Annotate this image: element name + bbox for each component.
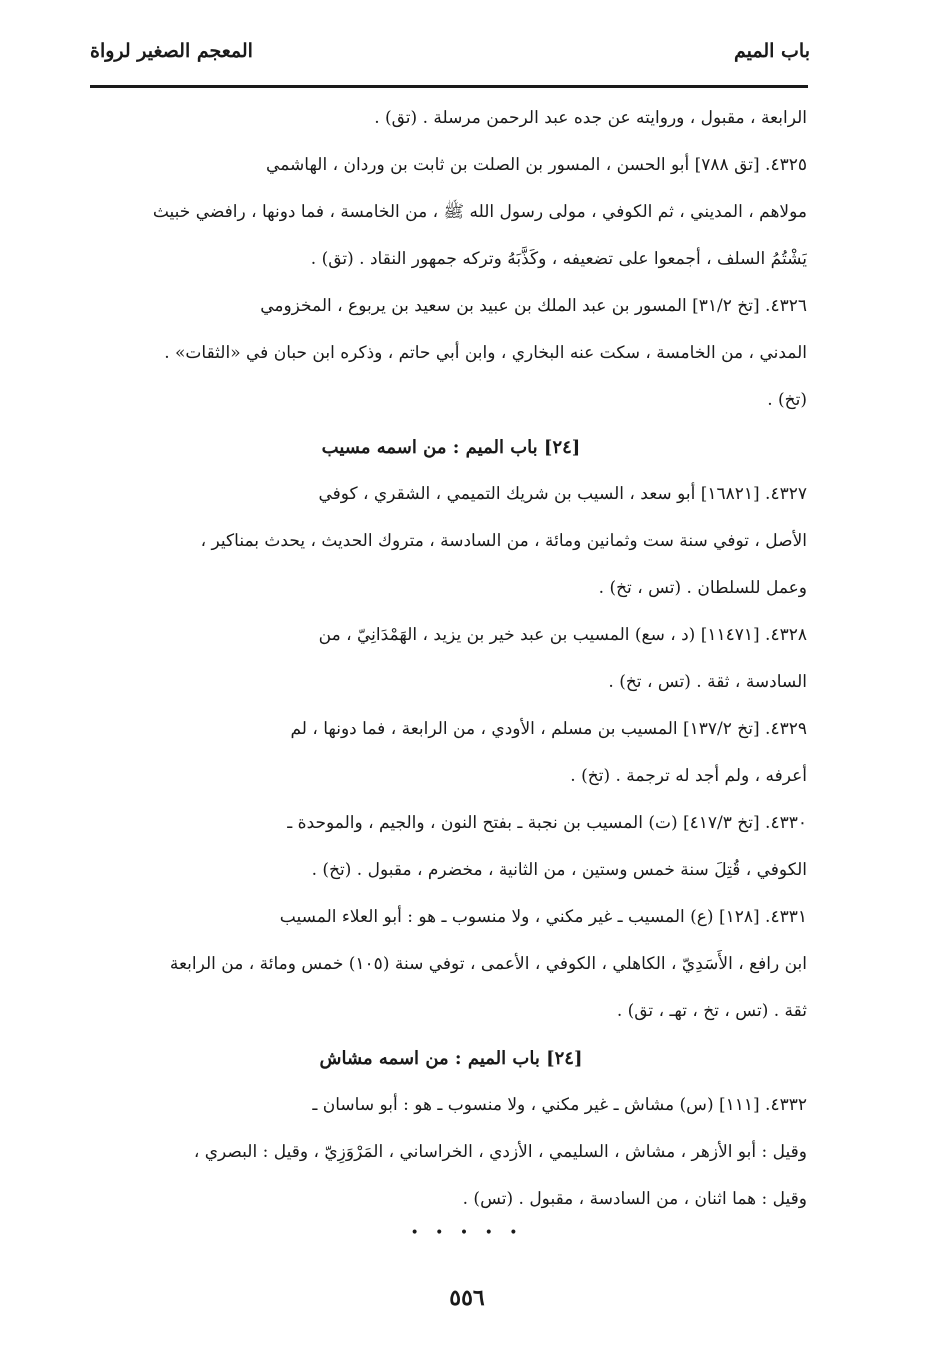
- text-line: الرابعة ، مقبول ، وروايته عن جده عبد الرحمن مرسلة . (تق) .: [374, 108, 807, 128]
- text-line: أعرفه ، ولم أجد له ترجمة . (تخ) .: [570, 766, 807, 786]
- header-chapter-title: باب الميم: [733, 40, 810, 62]
- text-line: المدني ، من الخامسة ، سكت عنه البخاري ، وابن أبي حاتم ، وذكره ابن حبان في «الثقات» .: [164, 343, 807, 363]
- end-separator: • • • • •: [410, 1225, 524, 1241]
- header-rule: [90, 85, 808, 88]
- text-line: (تخ) .: [767, 390, 807, 410]
- text-line: السادسة ، ثقة . (تس ، تخ) .: [608, 672, 807, 692]
- section-heading-musayyab: [٢٤] باب الميم : من اسمه مسيب: [321, 437, 581, 458]
- text-line: مولاهم ، المديني ، ثم الكوفي ، مولى رسول الله ﷺ ، من الخامسة ، فما دونها ، رافضي خبيث: [152, 202, 807, 222]
- entry-4325-line: ٤٣٢٥. [تق ٧٨٨] أبو الحسن ، المسور بن الصلت بن ثابت بن وردان ، الهاشمي: [266, 155, 807, 175]
- text-line: الكوفي ، قُتِلَ سنة خمس وستين ، من الثانية ، مخضرم ، مقبول . (تخ) .: [311, 860, 807, 880]
- entry-4329-line: ٤٣٢٩. [تخ ١٣٧/٢] المسيب بن مسلم ، الأودي ، من الرابعة ، فما دونها ، لم: [290, 719, 807, 739]
- text-line: وقيل : هما اثنان ، من السادسة ، مقبول . (تس) .: [462, 1189, 807, 1209]
- entry-4330-line: ٤٣٣٠. [تخ ٤١٧/٣] (ت) المسيب بن نجبة ـ بفتح النون ، والجيم ، والموحدة ـ: [287, 813, 807, 833]
- entry-4331-line: ٤٣٣١. [١٢٨] (ع) المسيب ـ غير مكني ، ولا منسوب ـ هو : أبو العلاء المسيب: [279, 907, 807, 927]
- running-header: [90, 30, 810, 70]
- text-line: وقيل : أبو الأزهر ، مشاش ، السليمي ، الأزدي ، الخراساني ، المَرْوَزِيّ ، وقيل : البصري ،: [193, 1142, 807, 1162]
- text-line: الأصل ، توفي سنة ست وثمانين ومائة ، من السادسة ، متروك الحديث ، يحدث بمناكير ،: [200, 531, 807, 551]
- page-number: ٥٥٦: [449, 1285, 485, 1311]
- page-body: [95, 95, 807, 1223]
- entry-4326-line: ٤٣٢٦. [تخ ٣١/٢] المسور بن عبد الملك بن عبيد بن سعيد بن يربوع ، المخزومي: [260, 296, 807, 316]
- header-book-title: المعجم الصغير لرواة: [90, 40, 253, 62]
- text-line: ابن رافع ، الأَسَدِيّ ، الكاهلي ، الكوفي ، الأعمى ، توفي سنة (١٠٥) خمس ومائة ، من الرابعة: [169, 954, 807, 974]
- text-line: يَشْتُمُ السلف ، أجمعوا على تضعيفه ، وكَذَّبَهُ وتركه جمهور النقاد . (تق) .: [310, 249, 807, 269]
- entry-4327-line: ٤٣٢٧. [١٦٨٢١] أبو سعد ، السيب بن شريك التميمي ، الشقري ، كوفي: [318, 484, 807, 504]
- entry-4332-line: ٤٣٣٢. [١١١] (س) مشاش ـ غير مكني ، ولا منسوب ـ هو : أبو ساسان ـ: [312, 1095, 807, 1115]
- section-heading-mushash: [٢٤] باب الميم : من اسمه مشاش: [319, 1048, 583, 1069]
- text-line: ثقة . (تس ، تخ ، تهـ ، تق) .: [616, 1001, 807, 1021]
- entry-4328-line: ٤٣٢٨. [١١٤٧١] (د ، سع) المسيب بن عبد خير بن يزيد ، الهَمْدَانِيّ ، من: [318, 625, 807, 645]
- text-line: وعمل للسلطان . (تس ، تخ) .: [598, 578, 807, 598]
